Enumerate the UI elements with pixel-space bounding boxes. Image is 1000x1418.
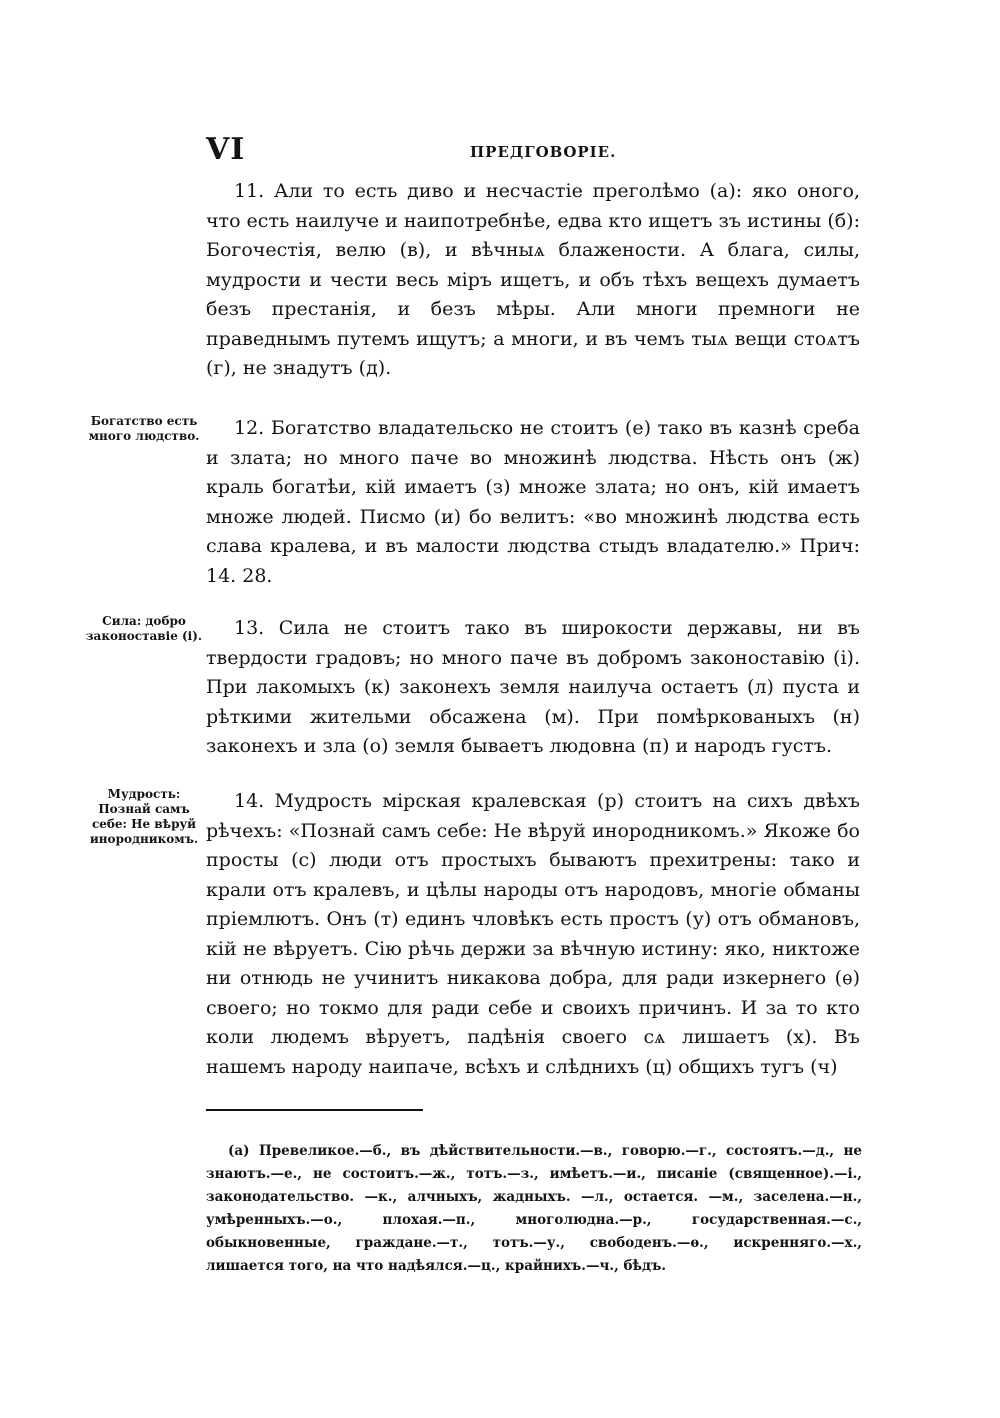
- sidenote-12: Богатство есть много людство.: [88, 414, 200, 443]
- sidenote-14: Мудрость: Познай самъ себе: Не вѣруй инородникомъ.: [89, 787, 199, 846]
- footnote-separator: [206, 1109, 423, 1111]
- paragraph-14: 14. Мудрость мірская кралевская (р) стоитъ на сихъ двѣхъ рѣчехъ: «Познай самъ себе: Не вѣруй инородникомъ.» Якоже бо просты (с) люди отъ простыхъ бываютъ прехитрены: тако и крали отъ кралевъ, и цѣлы народы отъ народовъ, многіе обманы пріемлютъ. Онъ (т) единъ чловѣкъ есть простъ (у) отъ обмановъ, кій не вѣруетъ. Сію рѣчь держи за вѣчную истину: яко, никтоже ни отнюдь не учинитъ никакова добра, для ради изкернего (ѳ) своего; но токмо для ради себе и своихъ причинъ. И за то кто коли людемъ вѣруетъ, падѣнія своего сѧ лишаетъ (х). Въ нашемъ народу наипаче, всѣхъ и слѣднихъ (ц) общихъ тугъ (ч): [206, 790, 860, 1078]
- paragraph-11: 11. Али то есть диво и несчастіе преголѣмо (а): яко оного, что есть наилуче и наипотребнѣе, едва кто ищетъ зъ истины (б): Богочестія, велю (в), и вѣчныѧ блажености. А блага, силы, мудрости и чести весь міръ ищетъ, и объ тѣхъ вещехъ думаетъ безъ престанія, и безъ мѣры. Али многи премноги не праведнымъ путемъ ищутъ; а многи, и въ чемъ тыѧ вещи стоѧтъ (г), не знадутъ (д).: [206, 180, 860, 379]
- paragraph-12: 12. Богатство владательско не стоитъ (е) тако въ казнѣ среба и злата; но много паче во множинѣ людства. Нѣсть онъ (ж) краль богатѣи, кій имаетъ (з) множе злата; но онъ, кій имаетъ множе людей. Писмо (и) бо велитъ: «во множинѣ людства есть слава кралева, и въ малости людства стыдъ владателю.» Прич: 14. 28.: [206, 417, 860, 587]
- page-number: VI: [206, 132, 246, 167]
- sidenote-13: Сила: добро законоставіе (і).: [85, 614, 203, 643]
- paragraph-13: 13. Сила не стоитъ тако въ широкости державы, ни въ твердости градовъ; но много паче въ добромъ законоставію (і). При лакомыхъ (к) законехъ земля наилуча остаетъ (л) пуста и рѣткими жительми обсажена (м). При помѣркованыхъ (н) законехъ и зла (о) земля бываетъ людовна (п) и народъ густъ.: [206, 617, 860, 757]
- footnotes: (а) Превеликое.—б., въ дѣйствительности.—в., говорю.—г., состоятъ.—д., не знаютъ.—е., не состоитъ.—ж., тотъ.—з., имѣетъ.—и., писаніе (священное).—і., законодательство. —к., алчныхъ, жадныхъ. —л., остается. —м., заселена.—н., умѣренныхъ.—о., плохая.—п., многолюдна.—р., государственная.—с., обыкновенные, граждане.—т., тотъ.—у., свободенъ.—ѳ., искренняго.—х., лишается того, на что надѣялся.—ц., крайнихъ.—ч., бѣдъ.: [206, 1143, 862, 1274]
- running-title: ПРЕДГОВОРІЕ.: [470, 143, 617, 161]
